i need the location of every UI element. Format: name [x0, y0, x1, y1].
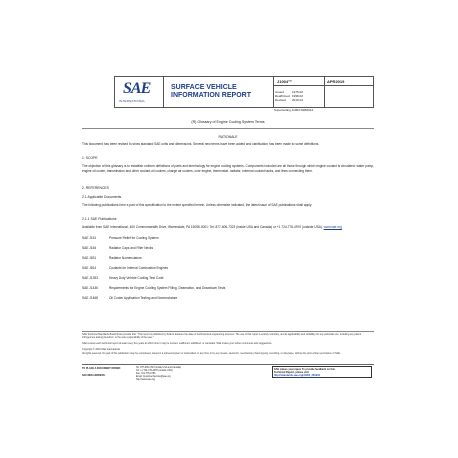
web-address-label: SAE WEB ADDRESS:: [82, 375, 106, 377]
supersedes-note: Superseding J1004 FEB2014: [274, 108, 314, 112]
scope-text: The objective of this glossary is to establish uniform definitions of parts and terminology for engine cooling systems. Components included are all those through which engine coolant is circulated: water pump, engine oil cooler, transmission and other coolant-oil coolers, charge air coolers, core engine, thermostat, radiator, external coolant tanks, and lines connecting them.: [82, 164, 374, 173]
sae-website-link[interactable]: www.sae.org: [323, 225, 342, 229]
copyright-notice: Copyright © 2019 SAE International: [82, 348, 120, 351]
scope-heading: 1. SCOPE: [82, 156, 98, 160]
rights-notice: All rights reserved. No part of this publication may be reproduced, stored in a retrieval system or transmitted, in any form or by any means, electronic, mechanical, photocopying, recording, or otherwise, without the prior written permission of SAE.: [82, 352, 341, 355]
applicable-documents-heading: 2.1 Applicable Documents: [82, 195, 122, 199]
reference-row: SAE J814 Coolants for Internal Combustion Engines: [82, 266, 169, 270]
references-intro: The following publications form a part of this specification to the extent specified herein. Unless otherwise indicated, the latest issue of SAE publications shall apply.: [82, 203, 313, 207]
reference-row: SAE J631 Radiator Nomenclature: [82, 256, 142, 260]
order-footer: [82, 364, 374, 381]
reference-row: SAE J1393 Heavy Duty Vehicle Cooling Test Code: [82, 276, 164, 280]
date-row: Issued 1975-02: [275, 90, 304, 94]
reference-row: SAE J164 Radiator Caps and Filler Necks: [82, 246, 154, 250]
sae-publications-heading: 2.1.1 SAE Publications: [82, 217, 117, 221]
reference-row: SAE J1468 Oil Cooler Application Testing and Nomenclature: [82, 296, 178, 300]
sae-logo: [115, 77, 164, 107]
report-type-line-1: SURFACE VEHICLE: [171, 84, 237, 91]
document-header: [114, 76, 374, 108]
date-row: Reaffirmed 1998-02: [275, 94, 304, 98]
doc-date: APR2019: [327, 79, 345, 84]
issue-dates: [275, 90, 373, 102]
divider: [82, 331, 374, 332]
sae-logo-mark: SAE: [123, 80, 151, 97]
date-row: Revised 2019-04: [275, 98, 304, 102]
report-type-title: [171, 84, 271, 100]
order-label: TO PLACE A DOCUMENT ORDER:: [82, 367, 121, 370]
contact-info: Tel: 877-606-7323 (inside USA and Canada) Tel: +1 724-776-4970 (outside USA) Fax: 724-776-0790 Email: CustomerService@sae.org http://www.sae.org: [136, 367, 182, 381]
rationale-text: This document has been revised to show standard SAE units and dimensions. Several new terms have been added and clarification has been made to some definitions.: [82, 142, 320, 146]
header-divider: [273, 85, 373, 86]
fine-print-rules: SAE Technical Standards Board Rules provide that: "This report is published by SAE to advance the state of technical and engineering sciences. The use of this report is entirely voluntary, and its applicability and suitability for any particular use, including any patent infringement arising therefrom, is the sole responsibility of the user.": [82, 333, 362, 339]
references-heading: 2. REFERENCES: [82, 186, 109, 190]
sae-logo-subtext: INTERNATIONAL: [119, 99, 146, 103]
document-page: [82, 76, 374, 380]
feedback-box: SAE values your input. To provide feedback on this Technical Report, please visit http://standards.sae.org/J1004_201904: [272, 366, 372, 378]
fine-print-review: SAE reviews each technical report at least every five years at which time it may be revised, reaffirmed, stabilized, or cancelled. SAE invites your written comments and suggestions.: [82, 342, 273, 345]
document-title: (R) Glossary of Engine Cooling System Terms: [191, 120, 265, 124]
doc-number: J1004™: [277, 79, 293, 84]
reference-row: SAE J1436 Requirements for Engine Cooling System Filling, Deaeration, and Drawdown Tests: [82, 286, 226, 290]
reference-row: SAE J151 Pressure Relief for Cooling System: [82, 236, 159, 240]
rationale-heading: RATIONALE: [218, 135, 238, 139]
availability-text: Available from SAE International, 400 Commonwealth Drive, Warrendale, PA 15096-0001; Tel: 877-606-7323 (inside USA and Canada) or +1 724-776-4970 (outside USA), www.sae.org: [82, 225, 342, 229]
feedback-link[interactable]: http://standards.sae.org/J1004_201904: [274, 374, 320, 377]
report-type-line-2: INFORMATION REPORT: [171, 92, 251, 99]
divider: [82, 128, 374, 129]
